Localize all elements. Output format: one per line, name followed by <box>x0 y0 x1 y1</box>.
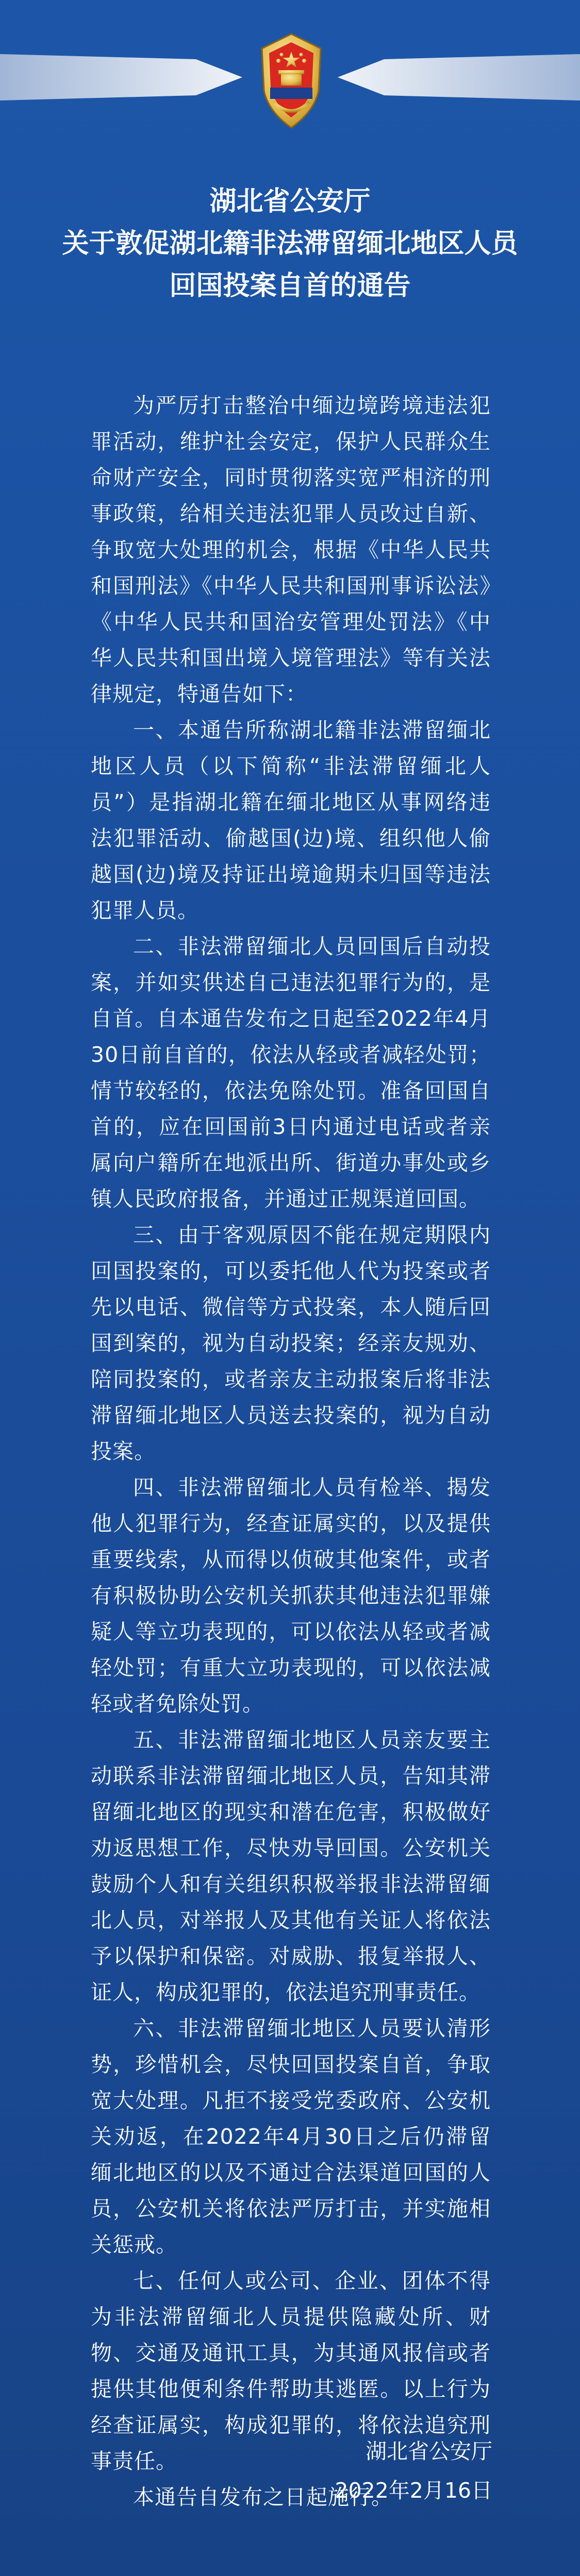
notice-body <box>91 387 491 2515</box>
paragraph-1: 一、本通告所称湖北籍非法滞留缅北地区人员（以下简称“非法滞留缅北人员”）是指湖北籍在缅北地区从事网络违法犯罪活动、偷越国(边)境、组织他人偷越国(边)境及持证出境逾期未归国等违法犯罪人员。 <box>91 718 491 923</box>
police-emblem-icon <box>253 30 330 133</box>
paragraph-effective: 本通告自发布之日起施行。 <box>133 2485 393 2510</box>
notice-title <box>0 180 580 307</box>
title-line-1: 湖北省公安厅 <box>209 185 371 217</box>
paragraph-4: 四、非法滞留缅北人员有检举、揭发他人犯罪行为，经查证属实的，以及提供重要线索，从而得以侦破其他案件，或者有积极协助公安机关抓获其他违法犯罪嫌疑人等立功表现的，可以依法从轻或者减轻处罚；有重大立功表现的，可以依法减轻或者免除处罚。 <box>91 1475 491 1716</box>
signature-org: 湖北省公安厅 <box>366 2439 492 2464</box>
paragraph-5: 五、非法滞留缅北地区人员亲友要主动联系非法滞留缅北地区人员，告知其滞留缅北地区的现实和潜在危害，积极做好劝返思想工作，尽快劝导回国。公安机关鼓励个人和有关组织积极举报非法滞留缅北人员，对举报人及其他有关证人将依法予以保护和保密。对威胁、报复举报人、证人，构成犯罪的，依法追究刑事责任。 <box>91 1727 491 2005</box>
paragraph-6: 六、非法滞留缅北地区人员要认清形势，珍惜机会，尽快回国投案自首，争取宽大处理。凡拒不接受党委政府、公安机关劝返，在2022年4月30日之后仍滞留缅北地区的以及不通过合法渠道回国的人员，公安机关将依法严厉打击，并实施相关惩戒。 <box>91 2016 491 2257</box>
signature-block <box>335 2432 492 2510</box>
paragraph-intro: 为严厉打击整治中缅边境跨境违法犯罪活动，维护社会安定，保护人民群众生命财产安全，同时贯彻落实宽严相济的刑事政策，给相关违法犯罪人员改过自新、争取宽大处理的机会，根据《中华人民共和国刑法》《中华人民共和国刑事诉讼法》《中华人民共和国治安管理处罚法》《中华人民共和国出境入境管理法》等有关法律规定，特通告如下： <box>91 393 491 706</box>
title-line-2: 关于敦促湖北籍非法滞留缅北地区人员 <box>62 228 518 259</box>
title-line-3: 回国投案自首的通告 <box>169 270 411 301</box>
paragraph-2: 二、非法滞留缅北人员回国后自动投案，并如实供述自己违法犯罪行为的，是自首。自本通告发布之日起至2022年4月30日前自首的，依法从轻或者减轻处罚；情节较轻的，依法免除处罚。准备回国自首的，应在回国前3日内通过电话或者亲属向户籍所在地派出所、街道办事处或乡镇人民政府报备，并通过正规渠道回国。 <box>91 934 491 1211</box>
signature-date: 2022年2月16日 <box>335 2478 492 2503</box>
paragraph-3: 三、由于客观原因不能在规定期限内回国投案的，可以委托他人代为投案或者先以电话、微信等方式投案，本人随后回国到案的，视为自动投案；经亲友规劝、陪同投案的，或者亲友主动报案后将非法滞留缅北地区人员送去投案的，视为自动投案。 <box>91 1223 491 1464</box>
paragraph-7: 七、任何人或公司、企业、团体不得为非法滞留缅北人员提供隐藏处所、财物、交通及通讯工具，为其通风报信或者提供其他便利条件帮助其逃匿。以上行为经查证属实，构成犯罪的，将依法追究刑事责任。 <box>91 2268 491 2473</box>
